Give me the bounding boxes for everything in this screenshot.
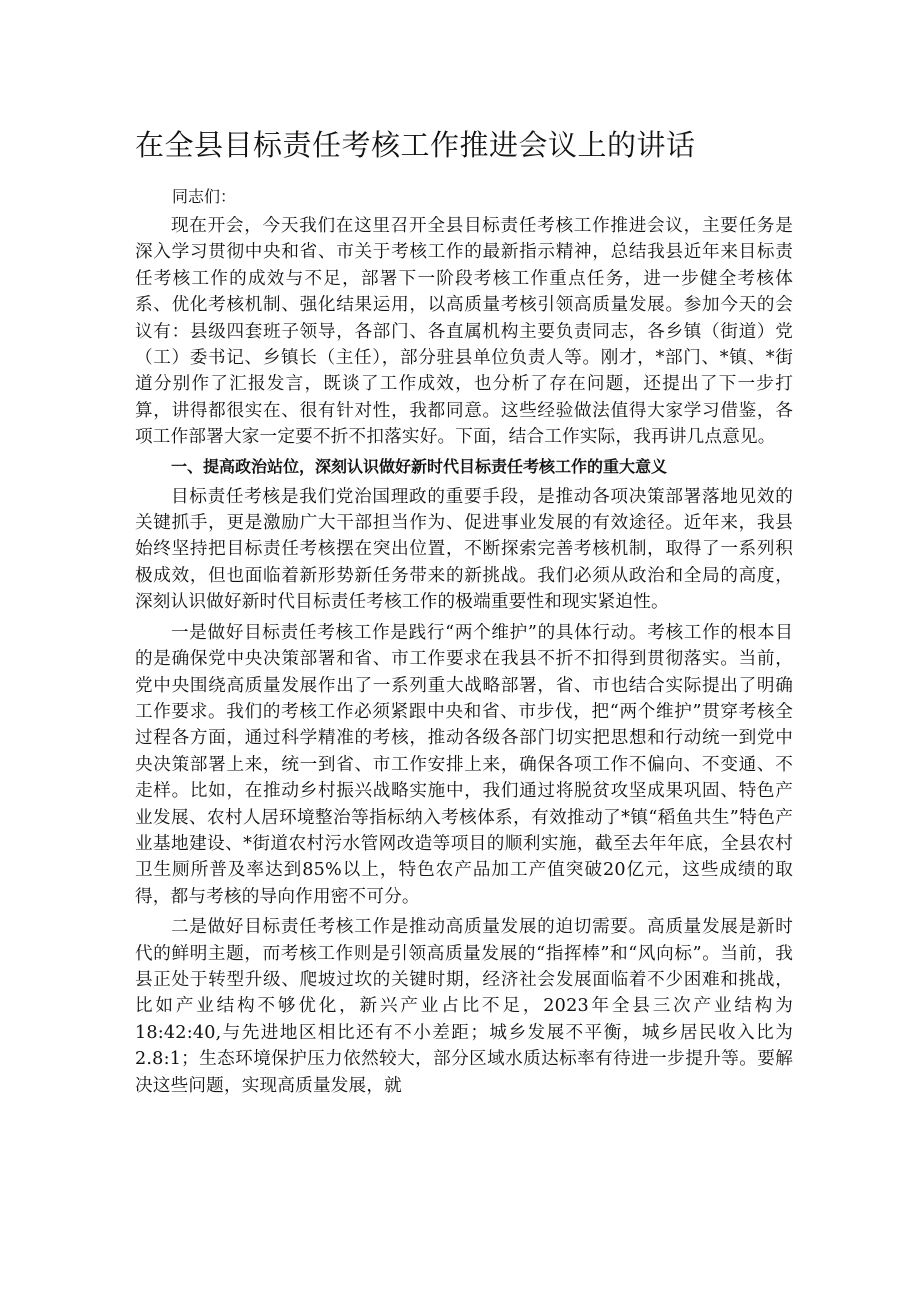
paragraph-point-2: 二是做好目标责任考核工作是推动高质量发展的迫切需要。高质量发展是新时代的鲜明主题，而考核工作则是引领高质量发展的“指挥棒”和“风向标”。当前，我县正处于转型升级、爬坡过坎的关键时期，经济社会发展面临着不少困难和挑战，比如产业结构不够优化，新兴产业占比不足，2023年全县三次产业结构为18:42:40,与先进地区相比还有不小差距；城乡发展不平衡，城乡居民收入比为2.8:1；生态环境保护压力依然较大，部分区域水质达标率有待进一步提升等。要解决这些问题，实现高质量发展，就	[135, 917, 793, 1096]
salutation: 同志们：	[172, 187, 237, 206]
paragraph-point-1: 一是做好目标责任考核工作是践行“两个维护”的具体行动。考核工作的根本目的是确保党中央决策部署和省、市工作要求在我县不折不扣得到贯彻落实。当前，党中央围绕高质量发展作出了一系列重大战略部署，省、市也结合实际提出了明确工作要求。我们的考核工作必须紧跟中央和省、市步伐，把“两个维护”贯穿考核全过程各方面，通过科学精准的考核，推动各级各部门切实把思想和行动统一到党中央决策部署上来，统一到省、市工作安排上来，确保各项工作不偏向、不变通、不走样。比如，在推动乡村振兴战略实施中，我们通过将脱贫攻坚成果巩固、特色产业发展、农村人居环境整治等指标纳入考核体系，有效推动了*镇“稻鱼共生”特色产业基地建设、*街道农村污水管网改造等项目的顺利实施，截至去年年底，全县农村卫生厕所普及率达到85%以上，特色农产品加工产值突破20亿元，这些成绩的取得，都与考核的导向作用密不可分。	[135, 622, 793, 907]
paragraph-intro: 现在开会，今天我们在这里召开全县目标责任考核工作推进会议，主要任务是深入学习贯彻中央和省、市关于考核工作的最新指示精神，总结我县近年来目标责任考核工作的成效与不足，部署下一阶段考核工作重点任务，进一步健全考核体系、优化考核机制、强化结果运用，以高质量考核引领高质量发展。参加今天的会议有：县级四套班子领导，各部门、各直属机构主要负责同志，各乡镇（街道）党（工）委书记、乡镇长（主任），部分驻县单位负责人等。刚才，*部门、*镇、*街道分别作了汇报发言，既谈了工作成效，也分析了存在问题，还提出了下一步打算，讲得都很实在、很有针对性，我都同意。这些经验做法值得大家学习借鉴，各项工作部署大家一定要不折不扣落实好。下面，结合工作实际，我再讲几点意见。	[135, 216, 793, 448]
document-body	[135, 180, 793, 1099]
section-heading-1: 一、提高政治站位，深刻认识做好新时代目标责任考核工作的重大意义	[171, 456, 668, 476]
paragraph-section-1-intro: 目标责任考核是我们党治国理政的重要手段，是推动各项决策部署落地见效的关键抓手，更是激励广大干部担当作为、促进事业发展的有效途径。近年来，我县始终坚持把目标责任考核摆在突出位置，不断探索完善考核机制，取得了一系列积极成效，但也面临着新形势新任务带来的新挑战。我们必须从政治和全局的高度，深刻认识做好新时代目标责任考核工作的极端重要性和现实紧迫性。	[135, 486, 793, 613]
document-title: 在全县目标责任考核工作推进会议上的讲话	[135, 128, 696, 162]
